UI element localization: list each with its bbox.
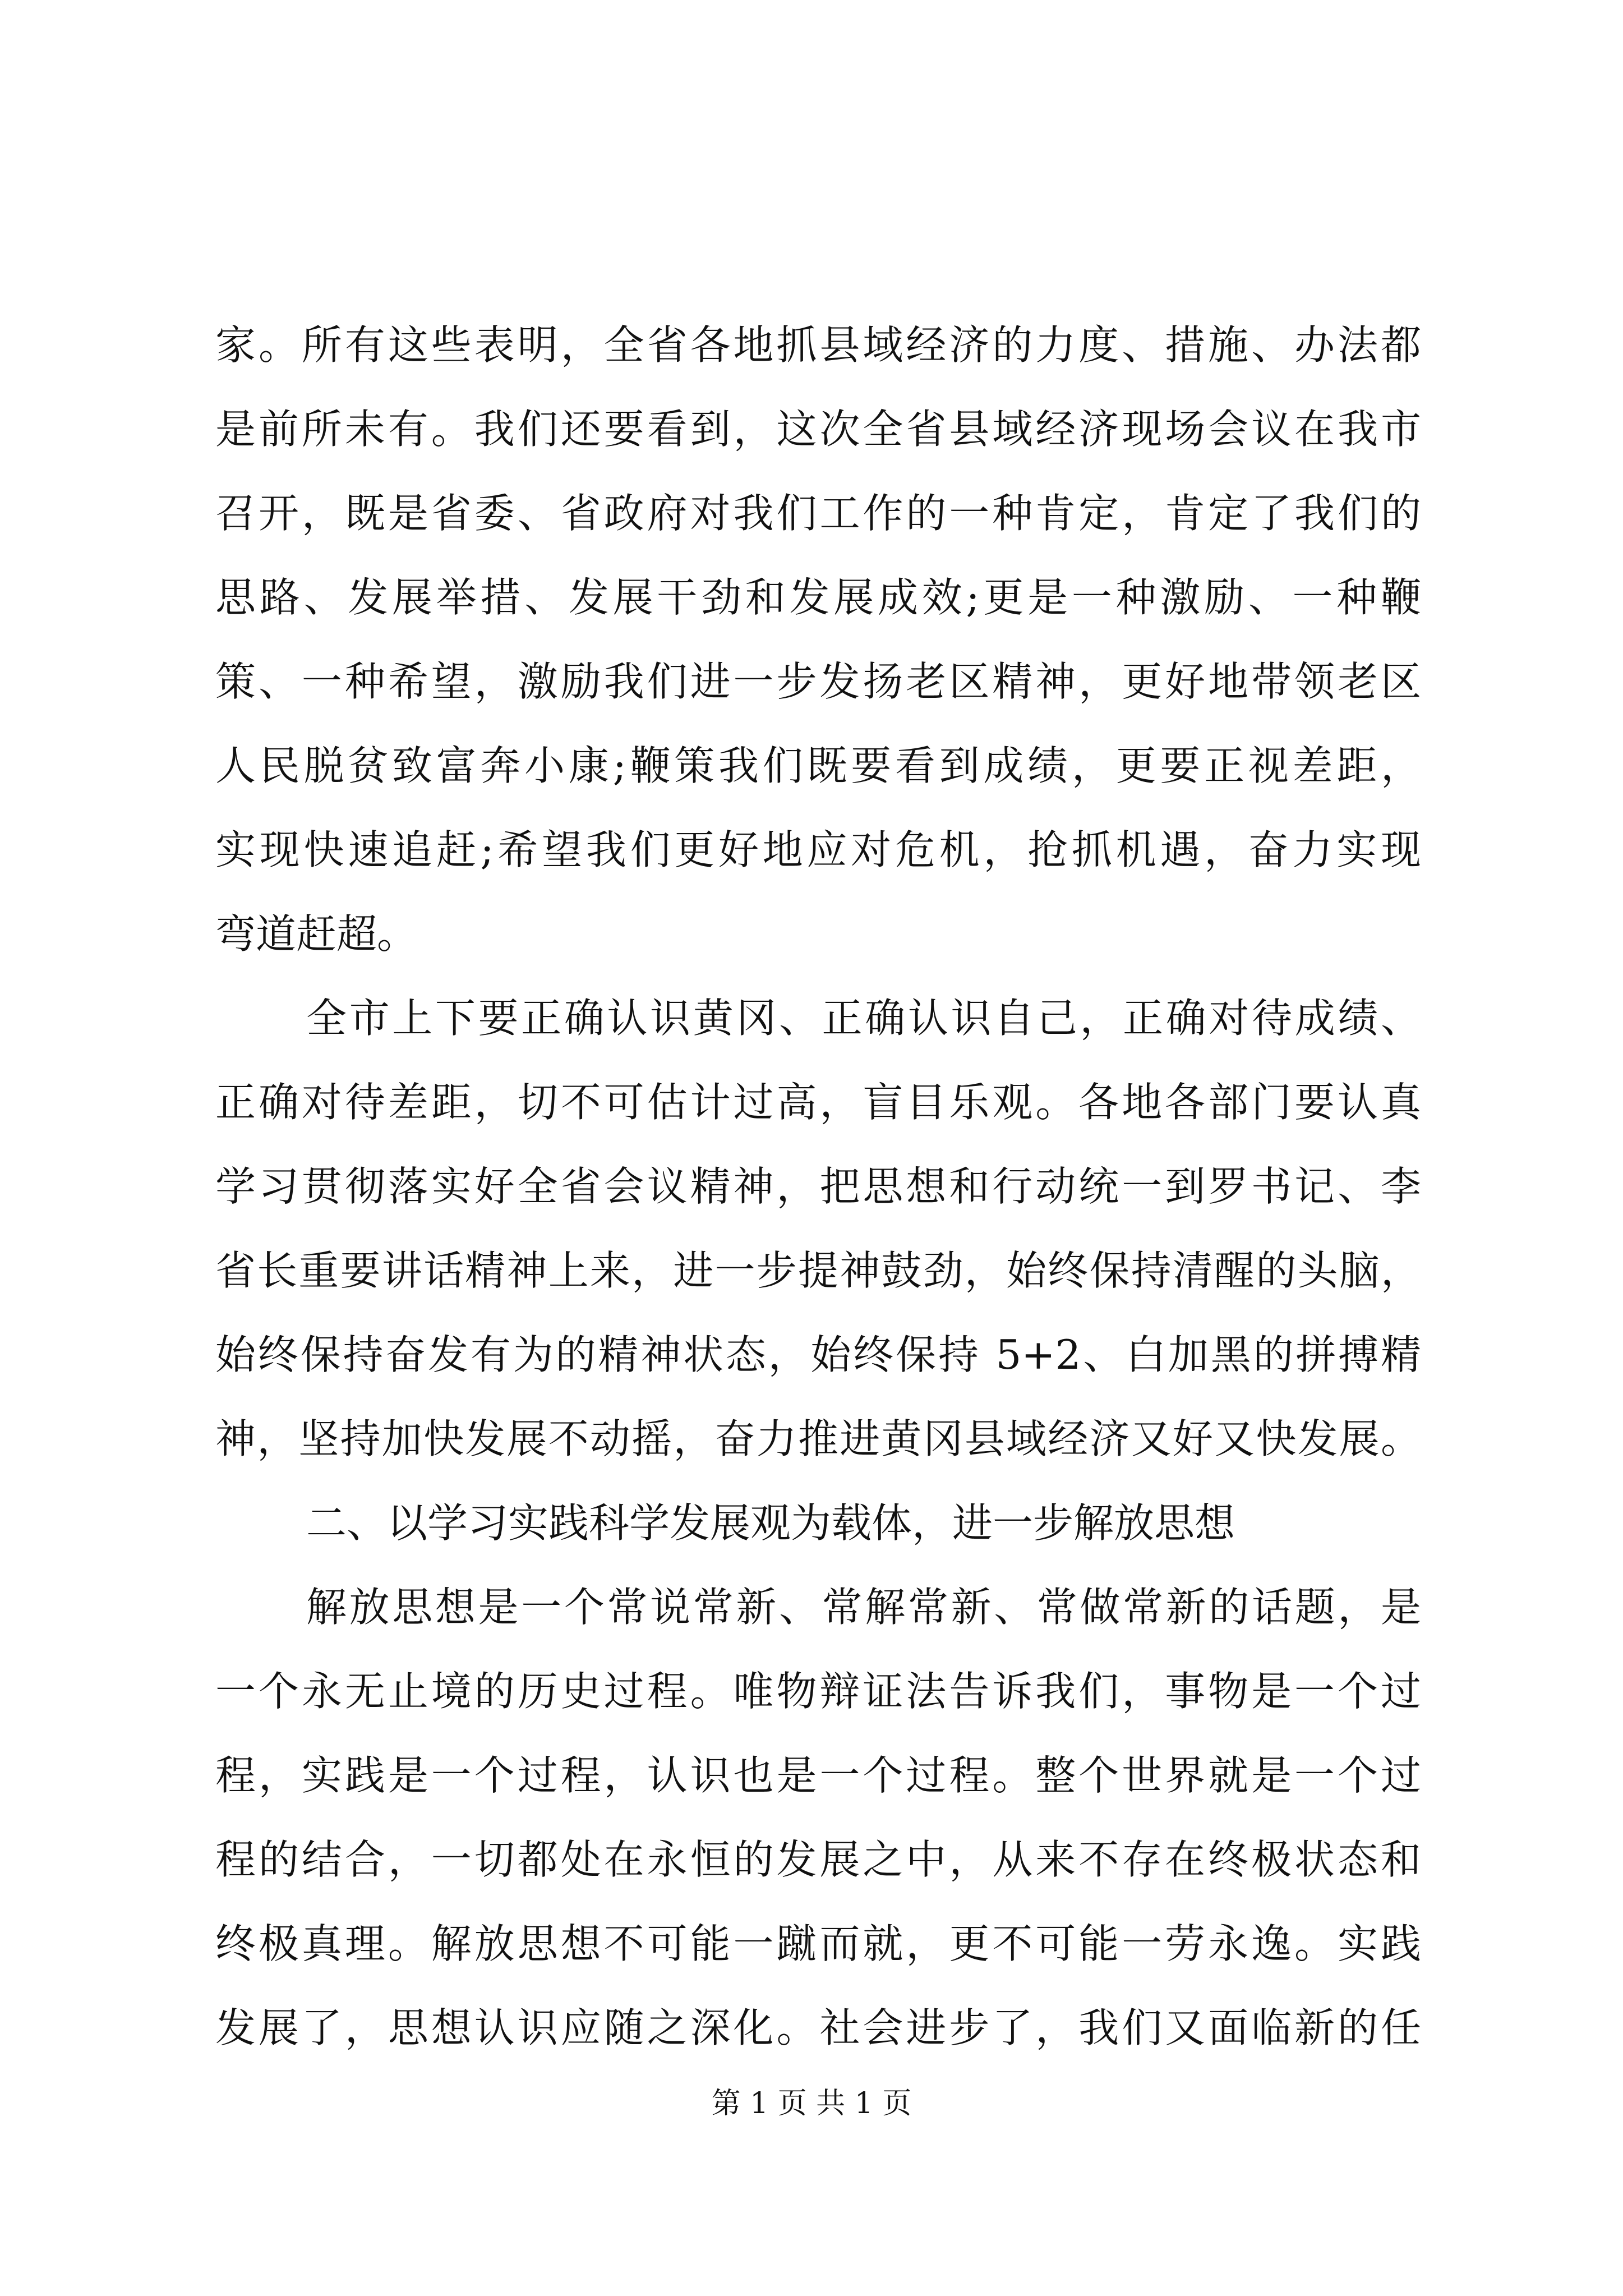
section-heading: 二、以学习实践科学发展观为载体，进一步解放思想 bbox=[306, 1499, 1235, 1547]
text-line: 解放思想是一个常说常新、常解常新、常做常新的话题，是 bbox=[306, 1584, 1421, 1631]
text-line: 召开，既是省委、省政府对我们工作的一种肯定，肯定了我们的 bbox=[215, 490, 1421, 537]
text-line: 始终保持奋发有为的精神状态，始终保持 5+2、白加黑的拼搏精 bbox=[215, 1331, 1421, 1378]
text-line: 实现快速追赶;希望我们更好地应对危机，抢抓机遇，奋力实现 bbox=[215, 826, 1421, 873]
text-line: 思路、发展举措、发展干劲和发展成效;更是一种激励、一种鞭 bbox=[215, 574, 1421, 621]
text-line: 终极真理。解放思想不可能一蹴而就，更不可能一劳永逸。实践 bbox=[215, 1920, 1421, 1967]
page-footer: 第 1 页 共 1 页 bbox=[711, 2087, 912, 2120]
text-line: 学习贯彻落实好全省会议精神，把思想和行动统一到罗书记、李 bbox=[215, 1163, 1421, 1210]
text-line: 全市上下要正确认识黄冈、正确认识自己，正确对待成绩、 bbox=[306, 995, 1421, 1042]
text-line: 正确对待差距，切不可估计过高，盲目乐观。各地各部门要认真 bbox=[215, 1079, 1421, 1126]
text-line: 发展了，思想认识应随之深化。社会进步了，我们又面临新的任 bbox=[215, 2004, 1421, 2051]
text-line: 程，实践是一个过程，认识也是一个过程。整个世界就是一个过 bbox=[215, 1752, 1421, 1799]
text-line: 人民脱贫致富奔小康;鞭策我们既要看到成绩，更要正视差距， bbox=[215, 742, 1421, 789]
text-line: 一个永无止境的历史过程。唯物辩证法告诉我们，事物是一个过 bbox=[215, 1668, 1421, 1715]
text-line: 家。所有这些表明，全省各地抓县域经济的力度、措施、办法都 bbox=[215, 321, 1421, 369]
text-line: 省长重要讲话精神上来，进一步提神鼓劲，始终保持清醒的头脑， bbox=[215, 1247, 1421, 1294]
text-line: 弯道赶超。 bbox=[215, 910, 418, 958]
text-line: 是前所未有。我们还要看到，这次全省县域经济现场会议在我市 bbox=[215, 406, 1421, 453]
text-line: 程的结合，一切都处在永恒的发展之中，从来不存在终极状态和 bbox=[215, 1836, 1421, 1883]
text-line: 神，坚持加快发展不动摇，奋力推进黄冈县域经济又好又快发展。 bbox=[215, 1415, 1421, 1462]
text-line: 策、一种希望，激励我们进一步发扬老区精神，更好地带领老区 bbox=[215, 658, 1421, 705]
